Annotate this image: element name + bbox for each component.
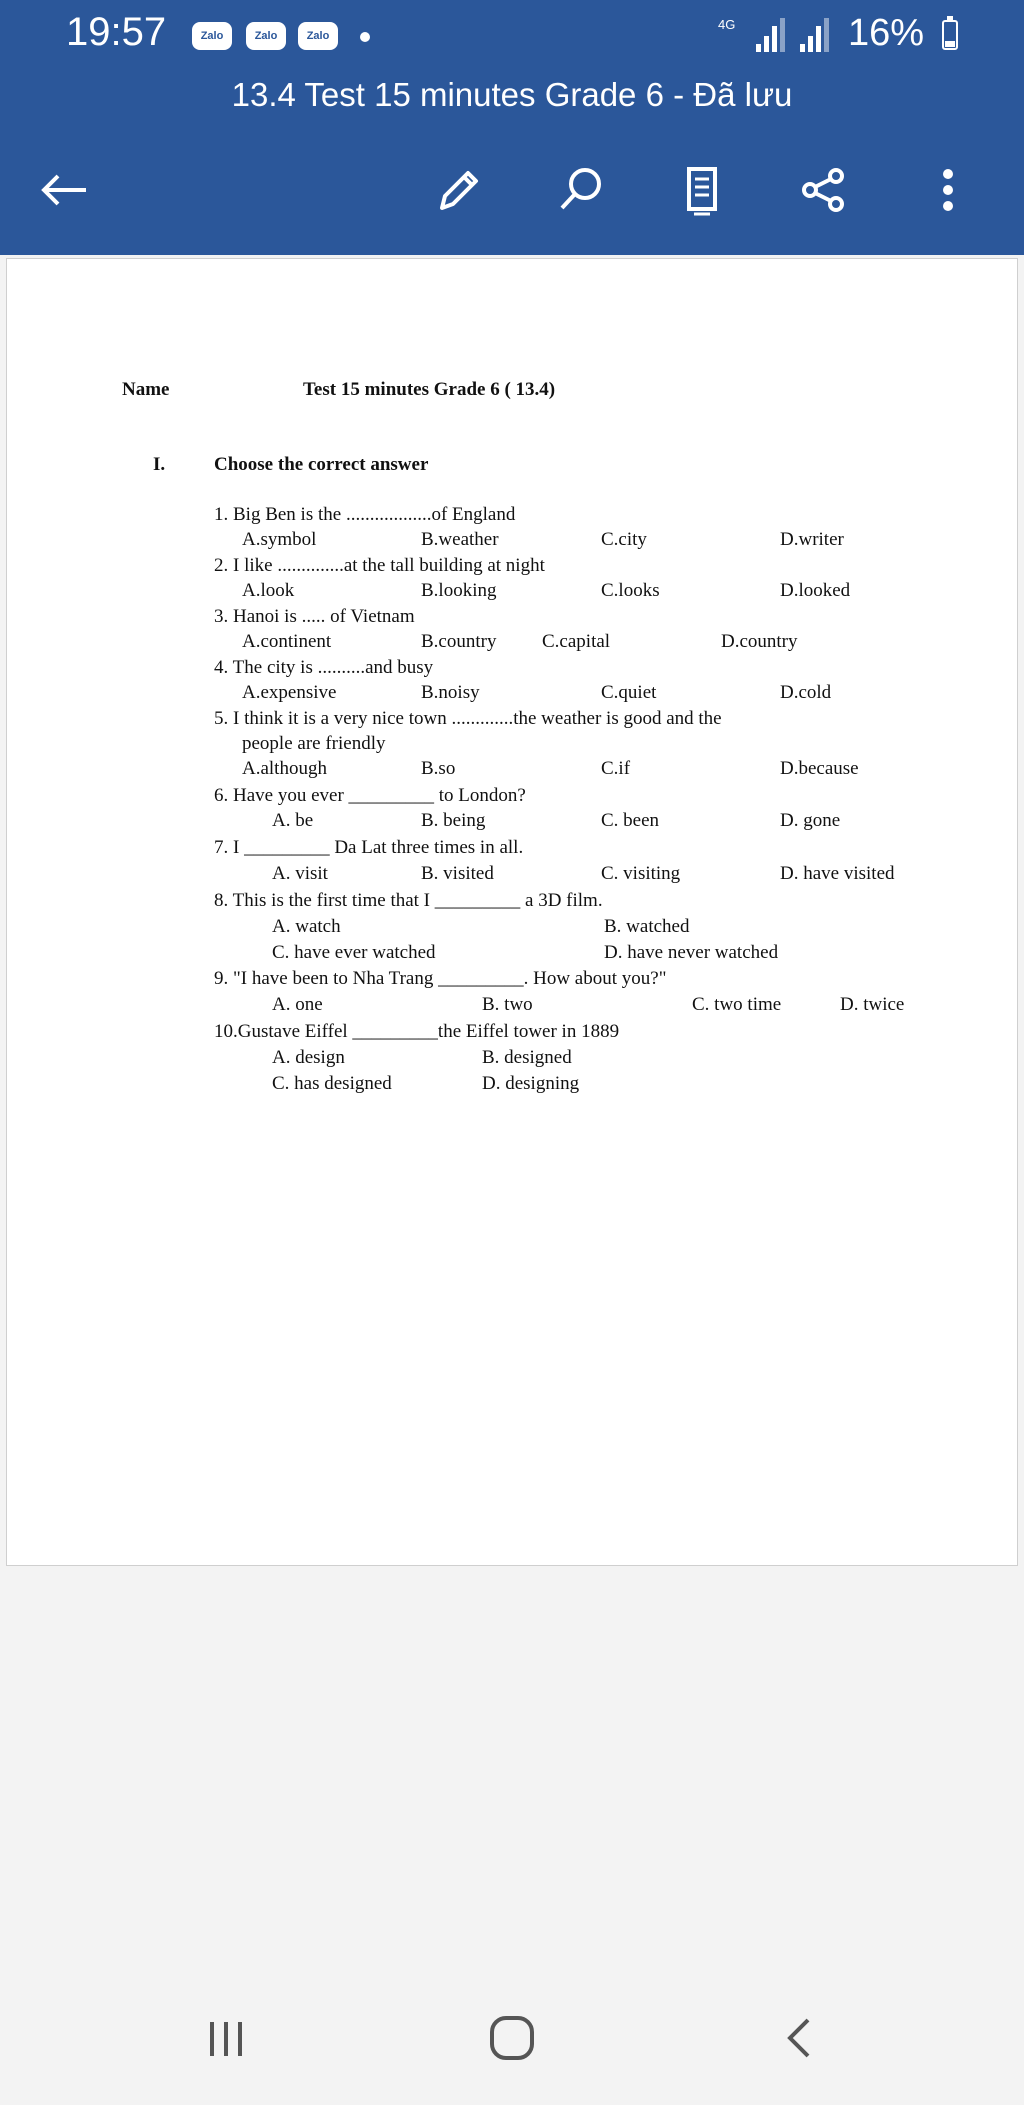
answer-option: C. has designed: [272, 1073, 392, 1094]
answer-option: D. have visited: [780, 863, 895, 884]
test-title: Test 15 minutes Grade 6 ( 13.4): [303, 379, 556, 400]
document-page[interactable]: [6, 258, 1018, 1566]
answer-option: C.looks: [601, 580, 660, 601]
answer-option: A.expensive: [242, 682, 337, 703]
name-label: Name: [122, 379, 170, 400]
question-text: 2. I like ..............at the tall building at night: [214, 555, 545, 576]
answer-option: D. have never watched: [604, 942, 779, 963]
share-icon[interactable]: [794, 160, 854, 220]
answer-option: D. gone: [780, 810, 841, 831]
zalo-notification-icon: Zalo: [246, 22, 286, 50]
status-time: 19:57: [66, 10, 167, 54]
answer-option: C. been: [601, 810, 660, 831]
reading-view-icon[interactable]: [672, 160, 732, 220]
question-text: 8. This is the first time that I _________ a 3D film.: [214, 890, 603, 911]
status-bar: [0, 0, 1024, 70]
answer-option: B.country: [421, 631, 497, 652]
answer-option: D.looked: [780, 580, 851, 601]
battery-icon: [942, 20, 958, 50]
signal-strength-icon: [756, 18, 794, 52]
answer-option: B. being: [421, 810, 486, 831]
question-text: 9. "I have been to Nha Trang _________. How about you?": [214, 968, 667, 989]
signal-strength-icon: [800, 18, 838, 52]
answer-option: B.weather: [421, 529, 499, 550]
home-icon[interactable]: [490, 2016, 534, 2060]
question-text: 1. Big Ben is the ..................of England: [214, 504, 516, 525]
recent-apps-icon[interactable]: [208, 2018, 248, 2058]
question-text: 3. Hanoi is ..... of Vietnam: [214, 606, 415, 627]
answer-option: D.cold: [780, 682, 832, 703]
search-icon[interactable]: [550, 160, 610, 220]
answer-option: A. design: [272, 1047, 345, 1068]
question-text: 4. The city is ..........and busy: [214, 657, 434, 678]
answer-option: C.city: [601, 529, 647, 550]
answer-option: C. visiting: [601, 863, 681, 884]
answer-option: D.because: [780, 758, 859, 779]
answer-option: B.noisy: [421, 682, 480, 703]
answer-option: C.if: [601, 758, 631, 779]
battery-level: 16%: [848, 12, 925, 54]
answer-option: D.writer: [780, 529, 844, 550]
answer-option: C.capital: [542, 631, 611, 652]
answer-option: A. watch: [272, 916, 341, 937]
answer-option: A.symbol: [242, 529, 317, 550]
question-text: 7. I _________ Da Lat three times in all.: [214, 837, 524, 858]
more-options-icon[interactable]: [918, 160, 978, 220]
answer-option: D. designing: [482, 1073, 580, 1094]
question-text: 6. Have you ever _________ to London?: [214, 785, 526, 806]
answer-option: B.looking: [421, 580, 497, 601]
answer-option: B. watched: [604, 916, 690, 937]
answer-option: B. visited: [421, 863, 494, 884]
answer-option: A.continent: [242, 631, 332, 652]
answer-option: C. have ever watched: [272, 942, 436, 963]
answer-option: A. one: [272, 994, 323, 1015]
zalo-notification-icon: Zalo: [298, 22, 338, 50]
answer-option: C. two time: [692, 994, 782, 1015]
answer-option: A.although: [242, 758, 327, 779]
answer-option: A. be: [272, 810, 314, 831]
network-type: 4G: [718, 17, 736, 32]
answer-option: A.look: [242, 580, 295, 601]
section-title: Choose the correct answer: [214, 454, 429, 475]
section-number: I.: [153, 454, 166, 475]
app-bar: [0, 0, 1024, 255]
question-text: 5. I think it is a very nice town .............the weather is good and the: [214, 708, 722, 729]
question-text: 10.Gustave Eiffel _________the Eiffel tower in 1889: [214, 1021, 620, 1042]
answer-option: B.so: [421, 758, 456, 779]
zalo-notification-icon: Zalo: [192, 22, 232, 50]
answer-option: B. designed: [482, 1047, 572, 1068]
question-text-continued: people are friendly: [242, 733, 386, 754]
back-icon[interactable]: [780, 2014, 820, 2062]
answer-option: D.country: [721, 631, 798, 652]
answer-option: C.quiet: [601, 682, 657, 703]
answer-option: D. twice: [840, 994, 905, 1015]
navigation-bar: [0, 1968, 1024, 2105]
back-arrow-icon[interactable]: [34, 160, 94, 220]
document-title: 13.4 Test 15 minutes Grade 6 - Đã lưu: [231, 76, 793, 113]
edit-pencil-icon[interactable]: [428, 160, 488, 220]
answer-option: B. two: [482, 994, 533, 1015]
more-notifications-dot: [360, 32, 370, 42]
answer-option: A. visit: [272, 863, 328, 884]
